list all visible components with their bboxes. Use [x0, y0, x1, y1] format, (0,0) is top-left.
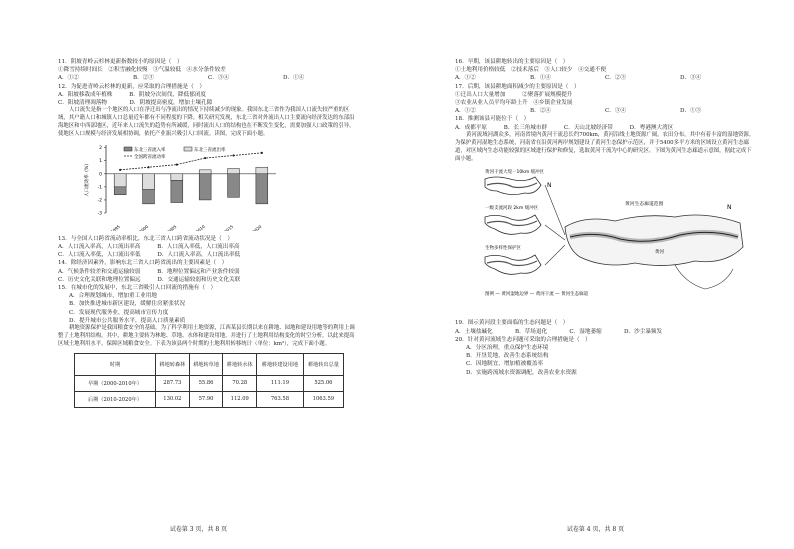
- question-16-statements: ①土地利用价格较低 ②技术落后 ③人口较少 ④交通不便: [455, 67, 607, 74]
- page-footer: 试卷第 3 页，共 8 页: [169, 526, 228, 533]
- right-column: [455, 58, 755, 377]
- table-header-row: [75, 353, 344, 375]
- north-arrow-main: N: [727, 204, 732, 212]
- question-11-statements: ①降雪持续时间长 ②积雪融化较慢 ③气温较低 ④水分条件较差: [58, 67, 226, 74]
- page-footer: 试卷第 4 页，共 8 页: [566, 526, 625, 533]
- question-17: 17．后期，该县耕地面积减少的主要原因是（ ）: [455, 83, 580, 90]
- question-15-option-c: C．发展现代服务业，提高城市宣传力度: [69, 309, 169, 316]
- passage-yellow-river: 黄河流域河湖众多，河南省境内黄河干流总长约700km，黄河沿线土地资源广阔，农田分布，其中有着丰富的湿地资源。为保护黄河湿地生态系统，河南省在沿黄河两岸规划建设了黄河生态保护示范区，并于5400多平方米的区域设立黄河生态廊道，对区域内生态功能较强的区域进行保护和修复，选取黄河干流为中心的研究区。下图为黄河生态廊道示意图，据此完成下面小题。: [455, 131, 755, 162]
- x-tick-label: [156, 223, 178, 230]
- y-axis-label: 人口流动率（%）: [85, 160, 90, 197]
- left-column: [58, 58, 358, 408]
- table-row: [75, 391, 344, 407]
- question-15-option-a: A．合理规划城市，增加重工业用地: [69, 293, 157, 300]
- legend-label-national: 全国跨省流动率: [134, 154, 166, 160]
- question-16-options: A．①② B．①④ C．②③ D．③④: [455, 75, 702, 82]
- question-11: 11．阴坡青岭云杉林更新指数较小的原因是（ ）: [58, 59, 183, 65]
- question-11-options: A．①② B．②③ C．③④ D．①④: [58, 75, 305, 82]
- question-20: 20．针对黄河流域生态问题可采取的合理措施是（ ）: [455, 336, 591, 343]
- table-cell: 70.28: [223, 375, 257, 391]
- question-15-option-d: D．提升城市公共服务水平，提高人口质量素质: [69, 317, 186, 324]
- table-cell: 57.90: [189, 391, 223, 407]
- table-header-cell: 耕地转森林: [156, 353, 190, 375]
- map-outline-1: [485, 177, 541, 195]
- x-tick-label: [127, 223, 149, 230]
- table-header-cell: 时期: [75, 353, 156, 375]
- point-national: [147, 166, 149, 168]
- bar-inflow: [199, 170, 211, 174]
- table-header-cell: 耕地转草地: [189, 353, 223, 375]
- table-cell: 早期（2000-2010年）: [75, 375, 156, 391]
- table-cell: 525.06: [303, 375, 343, 391]
- y-tick-label: -3: [97, 211, 102, 217]
- map-legend: 图例 — 黄河湿地边界 — 黄河干流 — 黄河生态廊道: [485, 292, 589, 298]
- table-cell: 130.02: [156, 391, 190, 407]
- x-tick-label: [241, 223, 263, 230]
- question-18: 18．推测该县可能位于（ ）: [455, 116, 530, 123]
- bar-outflow: [256, 174, 268, 204]
- passage-population: 人口流失是指一个地区的人口在净迁出与净流出的情况下持续减少的现象。我国东北三省作为我国人口流失较严重的区域，其户籍人口和城镇人口总量近年都有不同程度的下降。相关研究发现，东北三省对外流出人口主要流向经济发达的东部沿海地区和中西部地区，近年来人口流失的趋势有所减缓，同时流出人口的结构也在不断发生变化，需要加强人口政策的引导，使地区人口规模与经济发展相协调，依托产业振兴吸引人口回流。读图，完成下面小题。: [58, 107, 355, 137]
- map-title-corridor: 黄河生态廊道范围: [625, 202, 664, 208]
- question-15: 15．在城市化的发展中，东北三省吸引人口回流的措施有（ ）: [58, 285, 217, 292]
- bar-inflow: [143, 174, 155, 190]
- question-20-option-a: A．分区治理，重点保护生态环境: [466, 345, 549, 352]
- yellow-river-corridor-map: [455, 165, 755, 315]
- question-16: 16．早期，该县耕地转出的主要原因是（ ）: [455, 59, 569, 65]
- river-label: 黄河: [655, 250, 664, 256]
- river-line-1: [487, 183, 537, 188]
- point-national: [232, 154, 234, 156]
- question-19-options: A．土壤盐碱化 B．草场退化 C．湿地萎缩 D．沙尘暴频发: [455, 328, 663, 335]
- x-tick-label: [184, 223, 206, 230]
- y-tick-label: 0: [99, 172, 102, 178]
- river-line-3: [487, 261, 537, 266]
- passage-farmland: 耕地资源保护是我国粮食安全的基础。为了科学利用土地资源，江西某县长期以来在耕地、园地和建设用地等的利用上调整了土地利用结构，其中，耕地主要转为林地、草地、水体和建设用地，并进行了土地利用结构变化的时空分析，以此来提高区域土地利用水平，保障区域粮食安全。下表为该县两个时期的土地利用转移统计（单位：km²），完成下面小题。: [58, 325, 355, 347]
- question-17-statements-b: ③农业从业人员平均年龄上升 ④乡镇企业发展: [455, 100, 573, 107]
- table-cell: 55.86: [189, 375, 223, 391]
- table-cell: 1063.59: [303, 391, 343, 407]
- question-13: 13．与全国人口跨省流动率相比，东北三省人口跨省流动状况是（ ）: [58, 235, 233, 242]
- point-national: [204, 157, 206, 159]
- river-line-2: [487, 221, 537, 226]
- point-national: [176, 163, 178, 165]
- y-tick-label: 2: [99, 145, 102, 151]
- question-14: 14．除经济因素外，影响东北三省人口跨省流出的主要因素是（ ）: [58, 260, 228, 267]
- question-18-options: A．成都平原 B．长三角城市群 C．天山北坡经济带 D．粤港澳大湾区: [455, 124, 674, 131]
- question-12: 12．为促进青岭云杉林的更新，应采取的合理措施是（ ）: [58, 83, 205, 90]
- table-cell: 112.09: [223, 391, 257, 407]
- flow-arrows: [545, 185, 565, 265]
- map-label-tributary-2km: 一级支流河段 2km 缓冲区: [485, 206, 539, 212]
- question-14-option-cd: C．历史文化关联和地理位置偏远 D．交通运输较弱和历史文化关联: [58, 276, 241, 283]
- exam-page-4: [397, 0, 794, 549]
- population-flow-chart: [58, 139, 358, 231]
- table-header-cell: 耕地转水体: [223, 353, 257, 375]
- question-17-options: A．①② B．②④ C．③④ D．①③: [455, 108, 702, 115]
- question-20-option-b: B．开垦荒地，改善生态系统结构: [466, 353, 549, 360]
- question-20-option-c: C．因地制宜，增加植被覆盖率: [466, 361, 543, 368]
- question-12-option-cd: C．阳坡清理凋落物 D．阴坡提高密度，增加土壤孔隙: [58, 100, 213, 107]
- table-cell: 111.19: [257, 375, 304, 391]
- question-13-option-ab: A．人口流入率高，人口流出率高 B．人口流入率低，人口流出率高: [58, 244, 240, 251]
- table-cell: 763.58: [257, 391, 304, 407]
- bar-outflow: [228, 174, 240, 198]
- legend-label-outflow: 东北三省流出率: [194, 147, 226, 153]
- y-tick-label: 1: [99, 159, 102, 165]
- land-transfer-table: [74, 353, 344, 408]
- y-tick-label: -1: [97, 185, 102, 191]
- legend-label-inflow: 东北三省流入率: [134, 147, 166, 153]
- y-tick-label: -2: [97, 198, 102, 204]
- point-national: [119, 169, 121, 171]
- question-14-option-ab: A．气候条件较差和交通运输较弱 B．地理位置偏远和产业条件较弱: [58, 268, 240, 275]
- question-12-option-ab: A．阳坡移栽成年植株 B．阴坡分次间伐，降低郁闭度: [58, 91, 206, 98]
- map-label-biodiversity: 生物多样性保护区: [485, 246, 521, 252]
- question-17-statements-a: ①迁出人口大量增加 ②聚落扩展规模提升: [455, 91, 573, 98]
- table-header-cell: 耕地转出总量: [303, 353, 343, 375]
- bar-inflow: [256, 167, 268, 174]
- x-axis-label: [126, 230, 135, 231]
- point-national: [261, 152, 263, 154]
- north-arrow-1: N: [547, 182, 552, 190]
- x-tick-label: [212, 223, 234, 230]
- map-label-buffer-10km: 黄河干流大堤一10km 缓冲区: [485, 170, 545, 176]
- x-tick-label: [99, 223, 121, 230]
- bar-inflow: [114, 174, 126, 187]
- map-lower-boundary: [675, 265, 733, 289]
- bar-inflow: [228, 168, 240, 173]
- table-cell: 后期（2010-2020年）: [75, 391, 156, 407]
- bar-inflow: [171, 174, 183, 181]
- legend-swatch-outflow: [184, 147, 192, 151]
- question-15-option-b: B．加快推进城市新区建设，缓解住房紧张状况: [69, 301, 185, 308]
- table-row: [75, 375, 344, 391]
- table-cell: 287.73: [156, 375, 190, 391]
- bar-outflow: [199, 174, 211, 200]
- legend-swatch-inflow: [124, 147, 132, 151]
- question-19: 19．图示黄河段主要面临的生态问题是（ ）: [455, 320, 569, 327]
- table-header-cell: 耕地转建设用地: [257, 353, 304, 375]
- question-13-option-cd: C．人口流入率低，人口流出率低 D．人口流入率高，人口流出率低: [58, 252, 241, 259]
- question-20-option-d: D．实施跨流域水资源调配，改善农业水资源: [466, 369, 577, 376]
